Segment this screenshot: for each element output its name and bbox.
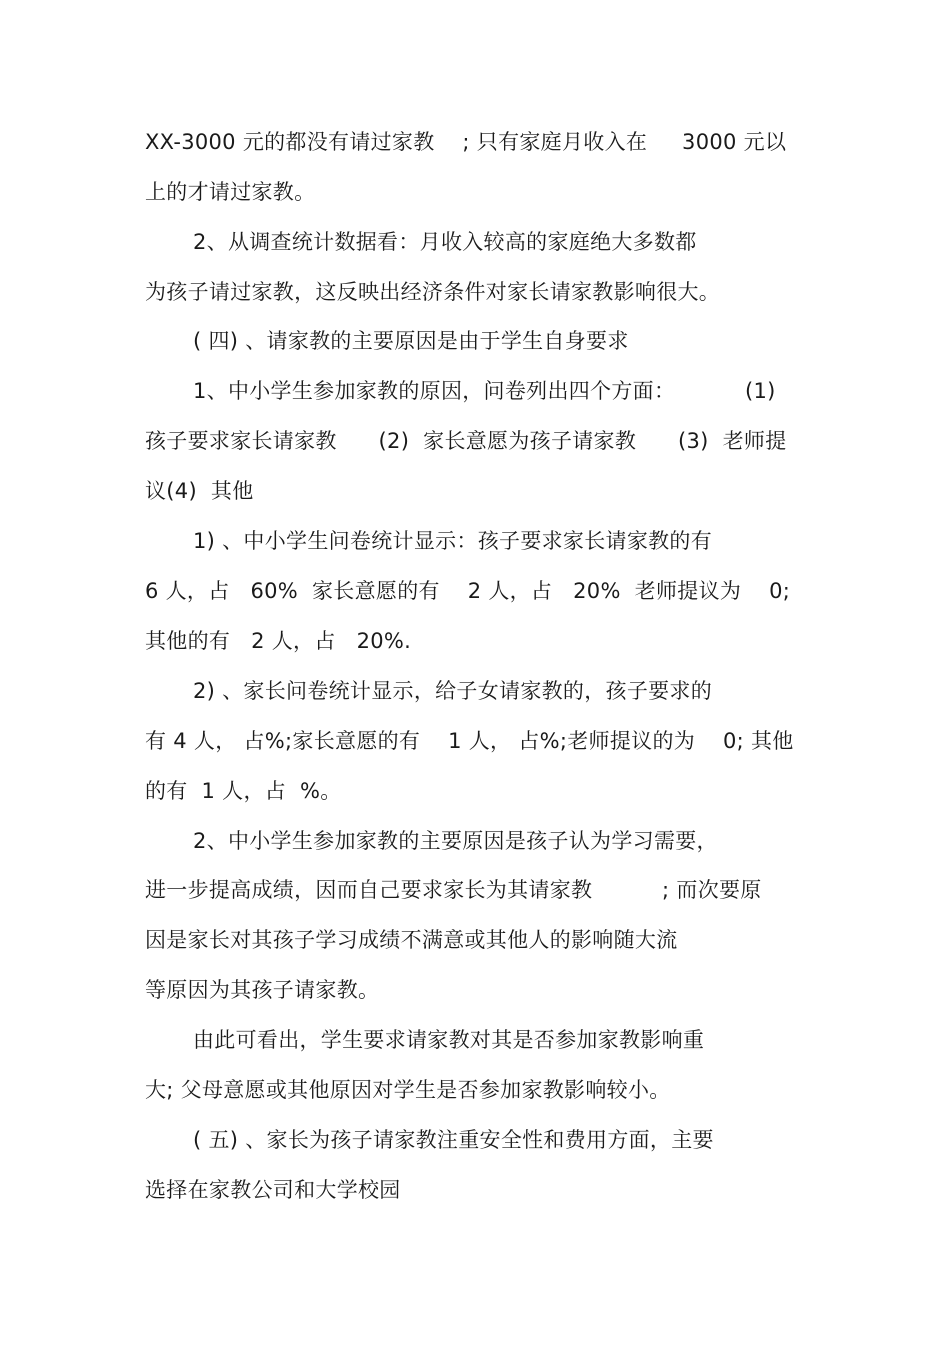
text-line: 6 人，占 60% 家长意愿的有 2 人，占 20% 老师提议为 0; [145, 579, 791, 603]
text-line: 2) 、家长问卷统计显示，给子女请家教的，孩子要求的 [193, 679, 713, 703]
text-line: 2、从调查统计数据看：月收入较高的家庭绝大多数都 [193, 230, 697, 254]
text-line: 为孩子请过家教，这反映出经济条件对家长请家教影响很大。 [145, 280, 721, 304]
text-line: 有 4 人， 占%;家长意愿的有 1 人， 占%;老师提议的为 0; 其他 [145, 729, 794, 753]
text-line: 大; 父母意愿或其他原因对学生是否参加家教影响较小。 [145, 1078, 671, 1102]
text-line: 选择在家教公司和大学校园 [145, 1178, 401, 1202]
text-line: 2、中小学生参加家教的主要原因是孩子认为学习需要， [193, 829, 718, 853]
section-heading: ( 四) 、请家教的主要原因是由于学生自身要求 [193, 329, 629, 353]
text-line: 因是家长对其孩子学习成绩不满意或其他人的影响随大流 [145, 928, 678, 952]
text-line: 上的才请过家教。 [145, 180, 316, 204]
text-line: XX-3000 元的都没有请过家教 ; 只有家庭月收入在 3000 元以 [145, 130, 787, 154]
section-heading: ( 五) 、家长为孩子请家教注重安全性和费用方面，主要 [193, 1128, 714, 1152]
text-line: 的有 1 人，占 %。 [145, 779, 342, 803]
text-line: 1、中小学生参加家教的原因，问卷列出四个方面： (1) [193, 379, 776, 403]
text-line: 议(4) 其他 [145, 479, 254, 503]
text-line: 1) 、中小学生问卷统计显示：孩子要求家长请家教的有 [193, 529, 713, 553]
text-line: 其他的有 2 人，占 20%. [145, 629, 412, 653]
text-line: 等原因为其孩子请家教。 [145, 978, 380, 1002]
text-line: 由此可看出，学生要求请家教对其是否参加家教影响重 [193, 1028, 705, 1052]
text-line: 孩子要求家长请家教 (2) 家长意愿为孩子请家教 (3) 老师提 [145, 429, 787, 453]
text-line: 进一步提高成绩，因而自己要求家长为其请家教 ; 而次要原 [145, 878, 762, 902]
